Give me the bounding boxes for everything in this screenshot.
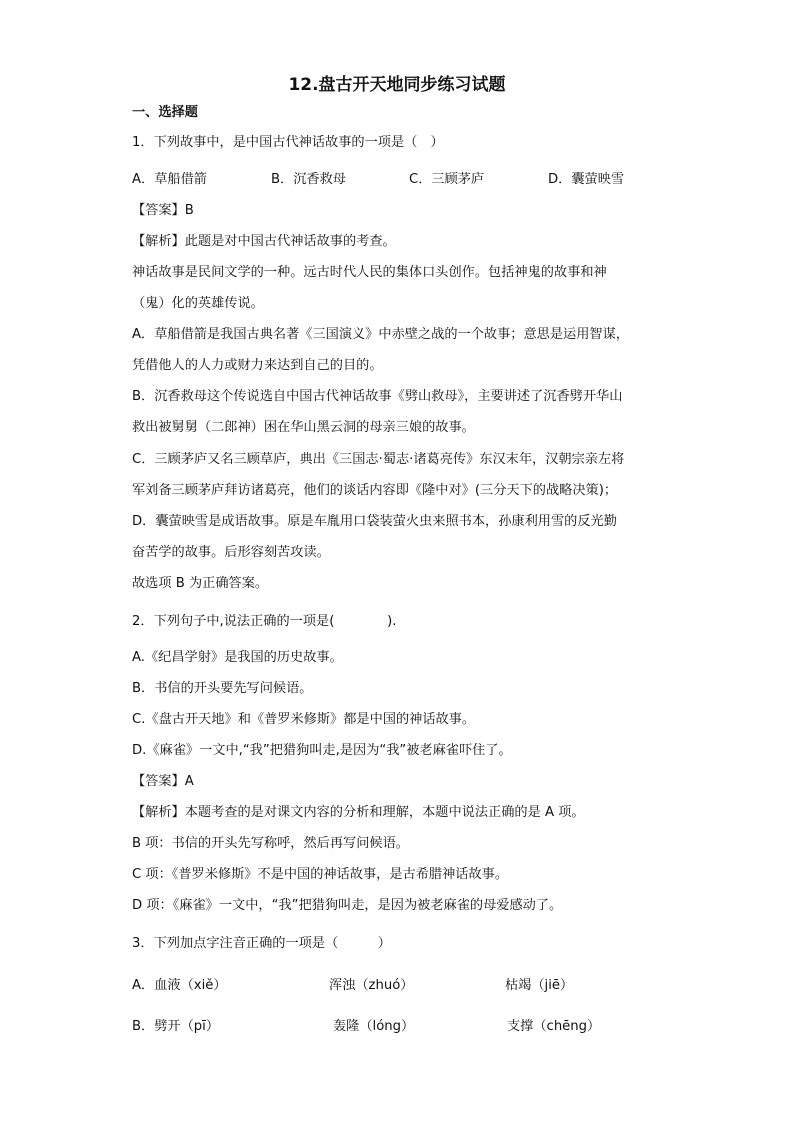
question-1-analysis-line: 【解析】此题是对中国古代神话故事的考查。 [132, 234, 396, 249]
question-1-option-a: A．草船借箭 [132, 172, 207, 187]
question-1-option-b: B．沉香救母 [271, 172, 346, 187]
question-2-analysis-line: D 项：《麻雀》一文中，“我”把猎狗叫走，是因为被老麻雀的母爱感动了。 [132, 898, 563, 913]
question-1-analysis-line: B．沉香救母这个传说选自中国古代神话故事《劈山救母》，主要讲述了沉香劈开华山 [132, 389, 623, 404]
question-1-stem: 1．下列故事中，是中国古代神话故事的一项是（ ） [132, 135, 444, 150]
question-2-option-b: B．书信的开头要先写问候语。 [132, 681, 313, 696]
question-1-option-c: C．三顾茅庐 [409, 172, 485, 187]
question-1-analysis-line: 军刘备三顾茅庐拜访诸葛亮，他们的谈话内容即《隆中对》(三分天下的战略决策)； [132, 483, 618, 498]
question-1-analysis-line: 救出被舅舅（二郎神）困在华山黑云洞的母亲三娘的故事。 [132, 420, 475, 435]
question-1-analysis-line: C．三顾茅庐又名三顾草庐，典出《三国志·蜀志·诸葛亮传》东汉末年，汉朝宗亲左将 [132, 452, 625, 467]
question-1-analysis-line: D．囊萤映雪是成语故事。原是车胤用口袋装萤火虫来照书本，孙康利用雪的反光勤 [132, 514, 617, 529]
question-2-stem: 2．下列句子中,说法正确的一项是( ). [132, 614, 397, 629]
question-3-stem: 3．下列加点字注音正确的一项是（ ） [132, 936, 391, 951]
question-2-analysis-line: B 项：书信的开头先写称呼，然后再写问候语。 [132, 836, 409, 851]
question-1-answer: 【答案】B [132, 203, 194, 218]
question-2-option-a: A.《纪昌学射》是我国的历史故事。 [132, 650, 343, 665]
question-1-analysis-line: A．草船借箭是我国古典名著《三国演义》中赤壁之战的一个故事；意思是运用智谋， [132, 327, 629, 342]
page-title: 12.盘古开天地同步练习试题 [288, 75, 506, 95]
question-2-analysis-line: C 项：《普罗米修斯》不是中国的神话故事，是古希腊神话故事。 [132, 867, 509, 882]
question-1-option-d: D．囊萤映雪 [548, 172, 625, 187]
question-1-analysis-line: 故选项 B 为正确答案。 [132, 576, 269, 591]
question-3-row-a-item: 浑浊（zhuó） [329, 978, 414, 993]
question-3-row-a-item: A．血液（xiě） [132, 978, 227, 993]
question-1-analysis-line: （鬼）化的英雄传说。 [132, 296, 264, 311]
question-1-analysis-line: 奋苦学的故事。后形容刻苦攻读。 [132, 545, 330, 560]
question-1-analysis-line: 神话故事是民间文学的一种。远古时代人民的集体口头创作。包括神鬼的故事和神 [132, 265, 607, 280]
question-2-option-d: D.《麻雀》一文中,“我”把猎狗叫走,是因为“我”被老麻雀吓住了。 [132, 743, 512, 758]
question-2-option-c: C.《盘古开天地》和《普罗米修斯》都是中国的神话故事。 [132, 712, 476, 727]
question-2-answer: 【答案】A [132, 774, 194, 789]
question-3-row-a-item: 枯竭（jiē） [505, 978, 574, 993]
question-3-row-b-item: 轰隆（lóng） [333, 1019, 415, 1034]
question-3-row-b-item: B．劈开（pī） [132, 1019, 220, 1034]
question-1-analysis-line: 凭借他人的人力或财力来达到自己的目的。 [132, 358, 383, 373]
question-3-row-b-item: 支撑（chēng） [507, 1019, 601, 1034]
question-2-analysis-line: 【解析】本题考查的是对课文内容的分析和理解，本题中说法正确的是 A 项。 [132, 805, 585, 820]
section-heading: 一、选择题 [132, 105, 198, 120]
